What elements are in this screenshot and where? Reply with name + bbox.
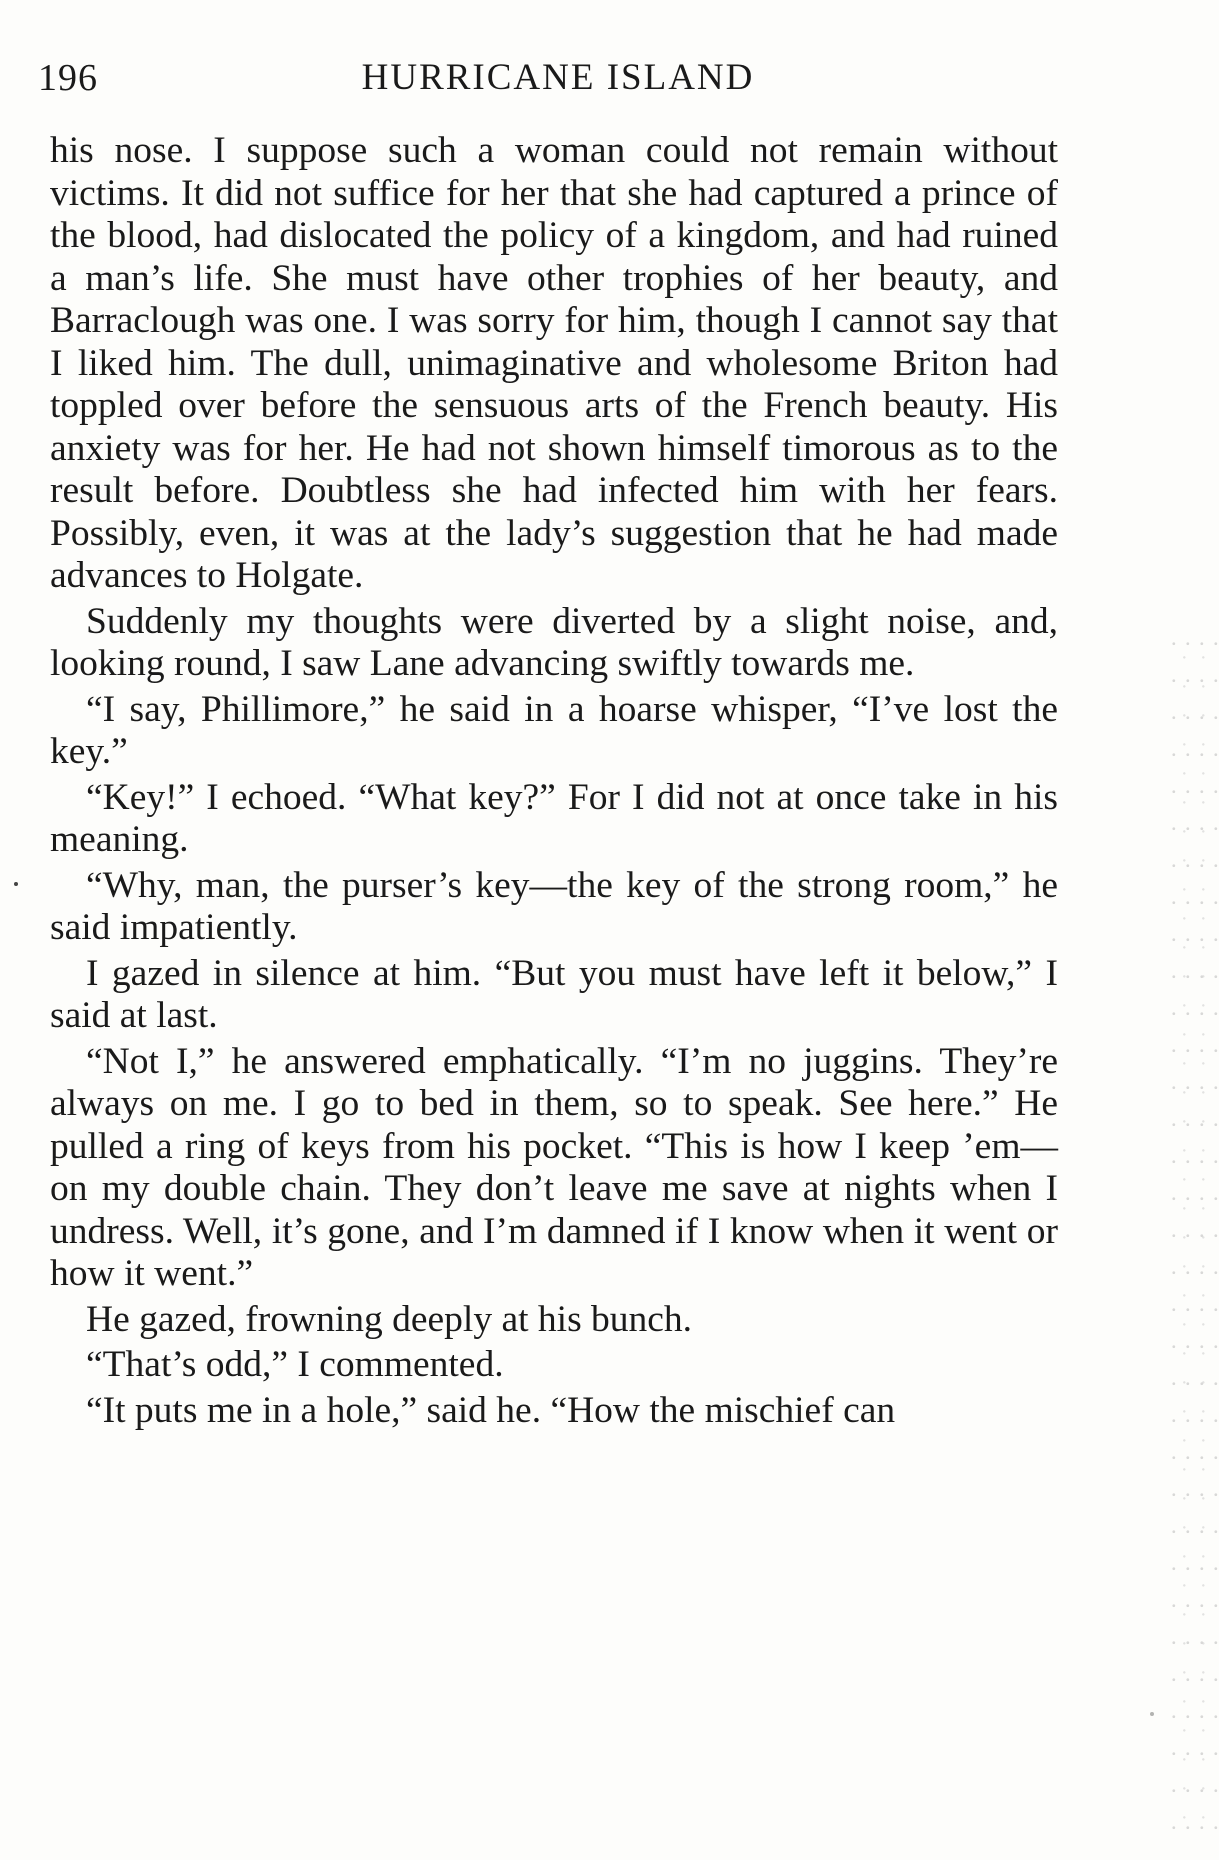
page-header — [38, 56, 1078, 116]
paragraph: “It puts me in a hole,” said he. “How the mischief can — [86, 1389, 896, 1431]
paragraph: “Key!” I echoed. “What key?” For I did not at once take in his meaning. — [50, 776, 1058, 860]
paragraph: I gazed in silence at him. “But you must have left it below,” I said at last. — [50, 952, 1058, 1036]
paragraph: “Why, man, the purser’s key—the key of the strong room,” he said impatiently. — [50, 864, 1058, 948]
paragraph: Suddenly my thoughts were diverted by a slight noise, and, looking round, I saw Lane advancing swiftly towards me. — [50, 600, 1058, 684]
stray-mark — [1150, 1712, 1154, 1716]
body-text — [50, 130, 1058, 1435]
running-title: HURRICANE ISLAND — [361, 57, 755, 98]
paragraph: “That’s odd,” I commented. — [86, 1344, 504, 1385]
page-number: 196 — [38, 57, 98, 99]
stray-mark — [14, 882, 18, 886]
paragraph: “Not I,” he answered emphatically. “I’m no juggins. They’re always on me. I go to bed in them, so to speak. See here.” He pulled a ring of keys from his pocket. “This is how I keep ’em—on my double chain. They don’t leave me save at nights when I undress. Well, it’s gone, and I’m damned if I know when it went or how it went.” — [50, 1040, 1058, 1294]
paragraph: his nose. I suppose such a woman could not remain without victims. It did not suffice for her that she had captured a prince of the blood, had dislocated the policy of a kingdom, and had ruined a man’s life. She must have other trophies of her beauty, and Barraclough was one. I was sorry for him, though I cannot say that I liked him. The dull, unimaginative and wholesome Briton had toppled over before the sensuous arts of the French beauty. His anxiety was for her. He had not shown himself timorous as to the result before. Doubtless she had infected him with her fears. Possibly, even, it was at the lady’s suggestion that he had made advances to Holgate. — [50, 130, 1058, 596]
paragraph: He gazed, frowning deeply at his bunch. — [86, 1298, 693, 1340]
page-edge-speckle — [1171, 640, 1219, 1840]
paragraph: “I say, Phillimore,” he said in a hoarse whisper, “I’ve lost the key.” — [50, 688, 1058, 772]
